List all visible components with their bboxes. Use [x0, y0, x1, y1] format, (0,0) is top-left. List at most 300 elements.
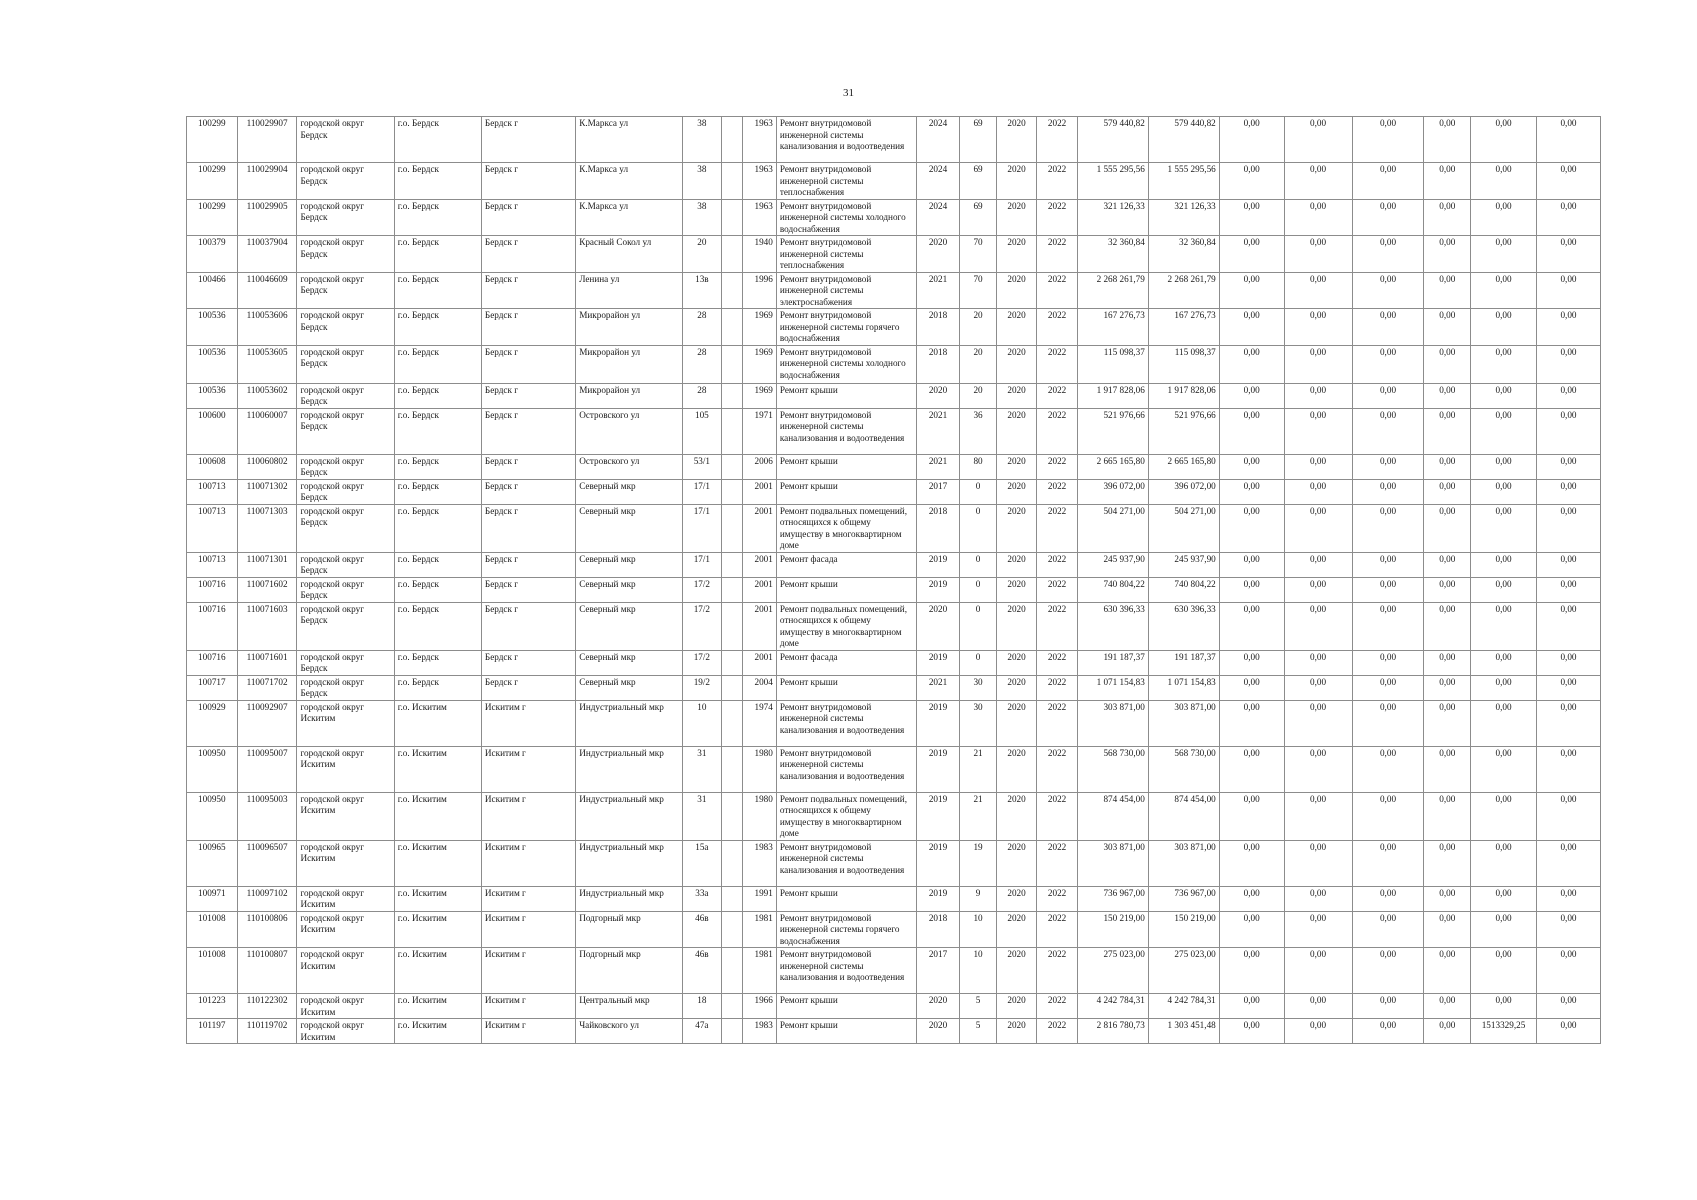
- cell-fund-cost: 736 967,00: [1148, 886, 1219, 911]
- cell-other-cost: 0,00: [1471, 675, 1537, 700]
- cell-period-end: 2022: [1037, 675, 1078, 700]
- cell-period-end: 2022: [1037, 948, 1078, 994]
- table-row: [187, 383, 1601, 408]
- table-row: [187, 408, 1601, 454]
- cell-period-start: 2020: [996, 840, 1037, 886]
- cell-period-end: 2022: [1037, 479, 1078, 504]
- cell-regional-cost: 0,00: [1284, 345, 1352, 383]
- cell-house-number: 17/2: [682, 602, 722, 650]
- cell-work-type: Ремонт подвальных помещений, относящихся к общему имуществу в многоквартирном доме: [776, 602, 916, 650]
- cell-work-type: Ремонт внутридомовой инженерной системы канализования и водоотведения: [776, 746, 916, 792]
- cell-house-number: 38: [682, 163, 722, 200]
- cell-regional-cost: 0,00: [1284, 552, 1352, 577]
- cell-regional-cost: 0,00: [1284, 746, 1352, 792]
- cell-district: г.о. Искитим: [394, 911, 481, 948]
- cell-planned-year: 2020: [916, 236, 960, 273]
- cell-street: К.Маркса ул: [576, 199, 682, 236]
- cell-local-cost: 0,00: [1352, 792, 1424, 840]
- cell-period-end: 2022: [1037, 994, 1078, 1019]
- cell-fund-cost: 150 219,00: [1148, 911, 1219, 948]
- cell-year-built: 1996: [743, 272, 776, 309]
- cell-district: г.о. Бердск: [394, 309, 481, 346]
- cell-period-end: 2022: [1037, 309, 1078, 346]
- cell-regional-cost: 0,00: [1284, 577, 1352, 602]
- cell-total-cost: 1 555 295,56: [1077, 163, 1148, 200]
- cell-local-cost: 0,00: [1352, 163, 1424, 200]
- cell-period-start: 2020: [996, 994, 1037, 1019]
- cell-house-id: 100716: [187, 577, 238, 602]
- cell-other-cost: 0,00: [1471, 383, 1537, 408]
- cell-work-type: Ремонт крыши: [776, 886, 916, 911]
- cell-settlement: Бердск г: [481, 602, 575, 650]
- cell-wear-percent: 69: [960, 199, 996, 236]
- cell-local-cost: 0,00: [1352, 994, 1424, 1019]
- cell-local-cost: 0,00: [1352, 504, 1424, 552]
- cell-federal-cost: 0,00: [1219, 479, 1284, 504]
- cell-house-number: 15а: [682, 840, 722, 886]
- cell-period-start: 2020: [996, 792, 1037, 840]
- cell-extra-cost: 0,00: [1536, 479, 1600, 504]
- cell-house-number: 17/1: [682, 479, 722, 504]
- cell-planned-year: 2019: [916, 792, 960, 840]
- cell-building: [722, 117, 743, 163]
- cell-work-type: Ремонт фасада: [776, 650, 916, 675]
- cell-district: г.о. Бердск: [394, 199, 481, 236]
- cell-regional-cost: 0,00: [1284, 886, 1352, 911]
- cell-local-cost: 0,00: [1352, 911, 1424, 948]
- cell-municipality: городской округ Искитим: [297, 1019, 394, 1044]
- cell-district: г.о. Бердск: [394, 454, 481, 479]
- cell-fund-cost: 1 071 154,83: [1148, 675, 1219, 700]
- cell-settlement: Бердск г: [481, 408, 575, 454]
- cell-work-type: Ремонт внутридомовой инженерной системы горячего водоснабжения: [776, 911, 916, 948]
- cell-period-start: 2020: [996, 650, 1037, 675]
- cell-extra-cost: 0,00: [1536, 602, 1600, 650]
- cell-object-id: 110071702: [237, 675, 297, 700]
- cell-year-built: 1971: [743, 408, 776, 454]
- cell-house-number: 17/2: [682, 577, 722, 602]
- cell-building: [722, 552, 743, 577]
- cell-fund-cost: 630 396,33: [1148, 602, 1219, 650]
- cell-local-cost: 0,00: [1352, 479, 1424, 504]
- cell-work-type: Ремонт внутридомовой инженерной системы электроснабжения: [776, 272, 916, 309]
- cell-municipality: городской округ Бердск: [297, 650, 394, 675]
- cell-owners-cost: 0,00: [1424, 994, 1471, 1019]
- cell-building: [722, 911, 743, 948]
- cell-period-start: 2020: [996, 236, 1037, 273]
- cell-period-end: 2022: [1037, 602, 1078, 650]
- cell-object-id: 110029904: [237, 163, 297, 200]
- cell-street: Микрорайон ул: [576, 383, 682, 408]
- table-row: [187, 199, 1601, 236]
- table-row: [187, 163, 1601, 200]
- cell-wear-percent: 36: [960, 408, 996, 454]
- cell-house-number: 46в: [682, 948, 722, 994]
- cell-building: [722, 272, 743, 309]
- cell-planned-year: 2020: [916, 1019, 960, 1044]
- cell-wear-percent: 30: [960, 700, 996, 746]
- cell-district: г.о. Бердск: [394, 236, 481, 273]
- cell-planned-year: 2018: [916, 911, 960, 948]
- cell-municipality: городской округ Бердск: [297, 383, 394, 408]
- cell-federal-cost: 0,00: [1219, 911, 1284, 948]
- cell-regional-cost: 0,00: [1284, 994, 1352, 1019]
- cell-fund-cost: 1 303 451,48: [1148, 1019, 1219, 1044]
- cell-year-built: 2001: [743, 479, 776, 504]
- cell-fund-cost: 396 072,00: [1148, 479, 1219, 504]
- cell-owners-cost: 0,00: [1424, 552, 1471, 577]
- cell-municipality: городской округ Бердск: [297, 272, 394, 309]
- cell-settlement: Бердск г: [481, 552, 575, 577]
- cell-municipality: городской округ Бердск: [297, 199, 394, 236]
- cell-year-built: 2001: [743, 504, 776, 552]
- cell-object-id: 110071301: [237, 552, 297, 577]
- cell-period-end: 2022: [1037, 746, 1078, 792]
- cell-house-number: 105: [682, 408, 722, 454]
- cell-period-start: 2020: [996, 602, 1037, 650]
- cell-municipality: городской округ Искитим: [297, 911, 394, 948]
- cell-work-type: Ремонт подвальных помещений, относящихся к общему имуществу в многоквартирном доме: [776, 504, 916, 552]
- cell-house-number: 47а: [682, 1019, 722, 1044]
- cell-local-cost: 0,00: [1352, 1019, 1424, 1044]
- cell-local-cost: 0,00: [1352, 454, 1424, 479]
- cell-period-end: 2022: [1037, 345, 1078, 383]
- cell-extra-cost: 0,00: [1536, 272, 1600, 309]
- cell-wear-percent: 9: [960, 886, 996, 911]
- cell-work-type: Ремонт подвальных помещений, относящихся к общему имуществу в многоквартирном доме: [776, 792, 916, 840]
- cell-object-id: 110046609: [237, 272, 297, 309]
- cell-period-end: 2022: [1037, 650, 1078, 675]
- cell-municipality: городской округ Бердск: [297, 602, 394, 650]
- cell-fund-cost: 1 555 295,56: [1148, 163, 1219, 200]
- cell-building: [722, 408, 743, 454]
- cell-fund-cost: 4 242 784,31: [1148, 994, 1219, 1019]
- cell-district: г.о. Бердск: [394, 552, 481, 577]
- cell-total-cost: 303 871,00: [1077, 700, 1148, 746]
- cell-object-id: 110095007: [237, 746, 297, 792]
- cell-owners-cost: 0,00: [1424, 408, 1471, 454]
- cell-house-id: 100713: [187, 479, 238, 504]
- cell-total-cost: 736 967,00: [1077, 886, 1148, 911]
- cell-local-cost: 0,00: [1352, 602, 1424, 650]
- cell-house-id: 100600: [187, 408, 238, 454]
- cell-work-type: Ремонт внутридомовой инженерной системы горячего водоснабжения: [776, 309, 916, 346]
- cell-settlement: Искитим г: [481, 746, 575, 792]
- cell-other-cost: 0,00: [1471, 272, 1537, 309]
- cell-local-cost: 0,00: [1352, 886, 1424, 911]
- cell-house-id: 100608: [187, 454, 238, 479]
- cell-municipality: городской округ Бердск: [297, 577, 394, 602]
- cell-year-built: 2001: [743, 552, 776, 577]
- cell-object-id: 110029907: [237, 117, 297, 163]
- cell-extra-cost: 0,00: [1536, 948, 1600, 994]
- cell-street: Подгорный мкр: [576, 948, 682, 994]
- cell-building: [722, 163, 743, 200]
- cell-settlement: Искитим г: [481, 700, 575, 746]
- cell-house-id: 100717: [187, 675, 238, 700]
- cell-year-built: 1969: [743, 345, 776, 383]
- cell-house-number: 31: [682, 746, 722, 792]
- cell-year-built: 1981: [743, 911, 776, 948]
- cell-period-start: 2020: [996, 504, 1037, 552]
- cell-street: Северный мкр: [576, 479, 682, 504]
- cell-local-cost: 0,00: [1352, 840, 1424, 886]
- cell-regional-cost: 0,00: [1284, 840, 1352, 886]
- cell-work-type: Ремонт крыши: [776, 994, 916, 1019]
- cell-house-number: 28: [682, 383, 722, 408]
- cell-wear-percent: 69: [960, 163, 996, 200]
- cell-house-id: 100536: [187, 345, 238, 383]
- cell-period-end: 2022: [1037, 199, 1078, 236]
- cell-period-end: 2022: [1037, 408, 1078, 454]
- cell-other-cost: 0,00: [1471, 552, 1537, 577]
- cell-extra-cost: 0,00: [1536, 577, 1600, 602]
- cell-period-end: 2022: [1037, 840, 1078, 886]
- cell-period-end: 2022: [1037, 577, 1078, 602]
- page-number: 31: [843, 87, 854, 99]
- cell-planned-year: 2018: [916, 504, 960, 552]
- cell-regional-cost: 0,00: [1284, 650, 1352, 675]
- cell-wear-percent: 70: [960, 272, 996, 309]
- cell-total-cost: 32 360,84: [1077, 236, 1148, 273]
- cell-house-number: 38: [682, 117, 722, 163]
- cell-planned-year: 2019: [916, 886, 960, 911]
- cell-other-cost: 0,00: [1471, 577, 1537, 602]
- cell-federal-cost: 0,00: [1219, 383, 1284, 408]
- cell-other-cost: 0,00: [1471, 886, 1537, 911]
- table-row: [187, 309, 1601, 346]
- cell-wear-percent: 19: [960, 840, 996, 886]
- cell-owners-cost: 0,00: [1424, 577, 1471, 602]
- cell-extra-cost: 0,00: [1536, 454, 1600, 479]
- cell-owners-cost: 0,00: [1424, 602, 1471, 650]
- cell-period-start: 2020: [996, 577, 1037, 602]
- cell-federal-cost: 0,00: [1219, 272, 1284, 309]
- cell-building: [722, 886, 743, 911]
- cell-fund-cost: 740 804,22: [1148, 577, 1219, 602]
- cell-building: [722, 994, 743, 1019]
- cell-regional-cost: 0,00: [1284, 408, 1352, 454]
- cell-year-built: 1963: [743, 117, 776, 163]
- cell-period-start: 2020: [996, 309, 1037, 346]
- cell-work-type: Ремонт крыши: [776, 383, 916, 408]
- cell-owners-cost: 0,00: [1424, 675, 1471, 700]
- cell-extra-cost: 0,00: [1536, 504, 1600, 552]
- cell-house-id: 100379: [187, 236, 238, 273]
- cell-period-start: 2020: [996, 199, 1037, 236]
- cell-work-type: Ремонт крыши: [776, 577, 916, 602]
- table-row: [187, 602, 1601, 650]
- cell-house-number: 53/1: [682, 454, 722, 479]
- cell-owners-cost: 0,00: [1424, 1019, 1471, 1044]
- cell-municipality: городской округ Бердск: [297, 345, 394, 383]
- cell-district: г.о. Искитим: [394, 1019, 481, 1044]
- table-row: [187, 948, 1601, 994]
- cell-period-start: 2020: [996, 948, 1037, 994]
- cell-year-built: 1983: [743, 1019, 776, 1044]
- cell-regional-cost: 0,00: [1284, 454, 1352, 479]
- cell-street: Индустриальный мкр: [576, 746, 682, 792]
- cell-other-cost: 0,00: [1471, 911, 1537, 948]
- cell-wear-percent: 30: [960, 675, 996, 700]
- cell-extra-cost: 0,00: [1536, 700, 1600, 746]
- cell-year-built: 1980: [743, 792, 776, 840]
- cell-owners-cost: 0,00: [1424, 504, 1471, 552]
- cell-house-id: 100929: [187, 700, 238, 746]
- cell-street: Северный мкр: [576, 675, 682, 700]
- cell-extra-cost: 0,00: [1536, 236, 1600, 273]
- cell-federal-cost: 0,00: [1219, 408, 1284, 454]
- cell-year-built: 1963: [743, 199, 776, 236]
- cell-extra-cost: 0,00: [1536, 552, 1600, 577]
- table-row: [187, 700, 1601, 746]
- cell-federal-cost: 0,00: [1219, 700, 1284, 746]
- cell-street: Ленина ул: [576, 272, 682, 309]
- cell-street: Индустриальный мкр: [576, 886, 682, 911]
- cell-total-cost: 1 071 154,83: [1077, 675, 1148, 700]
- cell-settlement: Бердск г: [481, 309, 575, 346]
- cell-wear-percent: 0: [960, 552, 996, 577]
- cell-planned-year: 2020: [916, 602, 960, 650]
- cell-local-cost: 0,00: [1352, 236, 1424, 273]
- cell-house-number: 33а: [682, 886, 722, 911]
- cell-other-cost: 0,00: [1471, 700, 1537, 746]
- cell-period-end: 2022: [1037, 911, 1078, 948]
- cell-federal-cost: 0,00: [1219, 454, 1284, 479]
- cell-house-id: 100713: [187, 552, 238, 577]
- cell-fund-cost: 568 730,00: [1148, 746, 1219, 792]
- cell-period-end: 2022: [1037, 163, 1078, 200]
- cell-regional-cost: 0,00: [1284, 199, 1352, 236]
- cell-work-type: Ремонт внутридомовой инженерной системы холодного водоснабжения: [776, 199, 916, 236]
- cell-period-start: 2020: [996, 383, 1037, 408]
- cell-period-end: 2022: [1037, 792, 1078, 840]
- cell-municipality: городской округ Искитим: [297, 994, 394, 1019]
- cell-district: г.о. Бердск: [394, 383, 481, 408]
- cell-fund-cost: 521 976,66: [1148, 408, 1219, 454]
- cell-extra-cost: 0,00: [1536, 994, 1600, 1019]
- cell-regional-cost: 0,00: [1284, 383, 1352, 408]
- cell-work-type: Ремонт внутридомовой инженерной системы теплоснабжения: [776, 163, 916, 200]
- cell-other-cost: 0,00: [1471, 650, 1537, 675]
- cell-fund-cost: 32 360,84: [1148, 236, 1219, 273]
- cell-object-id: 110119702: [237, 1019, 297, 1044]
- table-row: [187, 911, 1601, 948]
- cell-federal-cost: 0,00: [1219, 840, 1284, 886]
- cell-total-cost: 4 242 784,31: [1077, 994, 1148, 1019]
- cell-extra-cost: 0,00: [1536, 911, 1600, 948]
- cell-object-id: 110037904: [237, 236, 297, 273]
- cell-wear-percent: 21: [960, 746, 996, 792]
- cell-period-end: 2022: [1037, 454, 1078, 479]
- cell-wear-percent: 20: [960, 383, 996, 408]
- cell-building: [722, 383, 743, 408]
- cell-house-number: 28: [682, 345, 722, 383]
- cell-regional-cost: 0,00: [1284, 700, 1352, 746]
- cell-owners-cost: 0,00: [1424, 117, 1471, 163]
- cell-fund-cost: 245 937,90: [1148, 552, 1219, 577]
- cell-owners-cost: 0,00: [1424, 272, 1471, 309]
- cell-period-start: 2020: [996, 117, 1037, 163]
- cell-object-id: 110100806: [237, 911, 297, 948]
- cell-extra-cost: 0,00: [1536, 1019, 1600, 1044]
- cell-building: [722, 675, 743, 700]
- table-row: [187, 345, 1601, 383]
- cell-fund-cost: 167 276,73: [1148, 309, 1219, 346]
- cell-house-id: 100965: [187, 840, 238, 886]
- cell-settlement: Искитим г: [481, 994, 575, 1019]
- cell-district: г.о. Бердск: [394, 163, 481, 200]
- cell-extra-cost: 0,00: [1536, 383, 1600, 408]
- cell-owners-cost: 0,00: [1424, 309, 1471, 346]
- cell-building: [722, 746, 743, 792]
- cell-fund-cost: 2 268 261,79: [1148, 272, 1219, 309]
- cell-municipality: городской округ Искитим: [297, 840, 394, 886]
- cell-planned-year: 2019: [916, 700, 960, 746]
- cell-total-cost: 191 187,37: [1077, 650, 1148, 675]
- cell-local-cost: 0,00: [1352, 675, 1424, 700]
- cell-object-id: 110053605: [237, 345, 297, 383]
- cell-regional-cost: 0,00: [1284, 163, 1352, 200]
- cell-settlement: Бердск г: [481, 650, 575, 675]
- cell-house-id: 100536: [187, 383, 238, 408]
- cell-total-cost: 150 219,00: [1077, 911, 1148, 948]
- cell-street: Северный мкр: [576, 577, 682, 602]
- cell-local-cost: 0,00: [1352, 746, 1424, 792]
- cell-planned-year: 2018: [916, 309, 960, 346]
- cell-total-cost: 874 454,00: [1077, 792, 1148, 840]
- cell-street: Северный мкр: [576, 504, 682, 552]
- cell-period-end: 2022: [1037, 1019, 1078, 1044]
- cell-local-cost: 0,00: [1352, 408, 1424, 454]
- table-body: [187, 117, 1601, 1044]
- cell-object-id: 110096507: [237, 840, 297, 886]
- cell-settlement: Бердск г: [481, 479, 575, 504]
- cell-owners-cost: 0,00: [1424, 454, 1471, 479]
- cell-house-number: 20: [682, 236, 722, 273]
- cell-fund-cost: 321 126,33: [1148, 199, 1219, 236]
- cell-extra-cost: 0,00: [1536, 117, 1600, 163]
- cell-wear-percent: 69: [960, 117, 996, 163]
- cell-settlement: Искитим г: [481, 1019, 575, 1044]
- cell-district: г.о. Бердск: [394, 117, 481, 163]
- cell-house-id: 100971: [187, 886, 238, 911]
- cell-house-number: 28: [682, 309, 722, 346]
- table-row: [187, 577, 1601, 602]
- cell-district: г.о. Бердск: [394, 602, 481, 650]
- cell-federal-cost: 0,00: [1219, 948, 1284, 994]
- cell-other-cost: 0,00: [1471, 746, 1537, 792]
- cell-period-start: 2020: [996, 408, 1037, 454]
- cell-object-id: 110029905: [237, 199, 297, 236]
- cell-total-cost: 579 440,82: [1077, 117, 1148, 163]
- cell-house-number: 31: [682, 792, 722, 840]
- cell-regional-cost: 0,00: [1284, 1019, 1352, 1044]
- cell-work-type: Ремонт внутридомовой инженерной системы холодного водоснабжения: [776, 345, 916, 383]
- cell-planned-year: 2017: [916, 948, 960, 994]
- cell-wear-percent: 0: [960, 479, 996, 504]
- cell-year-built: 1940: [743, 236, 776, 273]
- cell-year-built: 2001: [743, 602, 776, 650]
- cell-other-cost: 0,00: [1471, 454, 1537, 479]
- cell-other-cost: 0,00: [1471, 199, 1537, 236]
- cell-local-cost: 0,00: [1352, 272, 1424, 309]
- cell-municipality: городской округ Бердск: [297, 454, 394, 479]
- cell-settlement: Бердск г: [481, 199, 575, 236]
- cell-building: [722, 199, 743, 236]
- cell-street: Индустриальный мкр: [576, 840, 682, 886]
- cell-building: [722, 650, 743, 675]
